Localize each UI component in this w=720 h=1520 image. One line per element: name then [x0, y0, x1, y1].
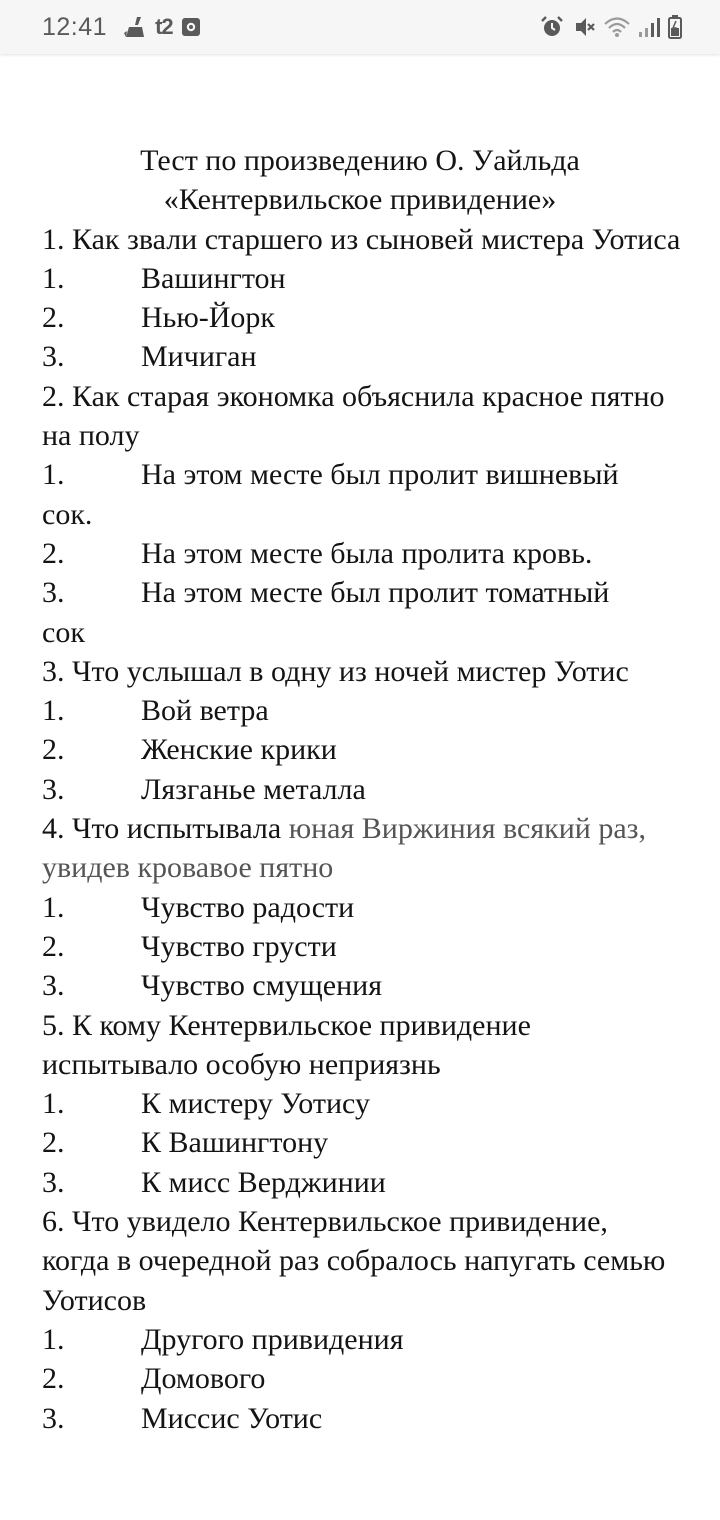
option-text: К мисс Верджинии	[141, 1165, 386, 1199]
option-text: На этом месте был пролит томатный	[141, 576, 610, 610]
option-number: 3.	[42, 576, 65, 610]
document-title	[42, 141, 678, 220]
document-content	[42, 141, 682, 1438]
option-number: 2.	[42, 301, 65, 335]
question-6: 6. Что увидело Кентервильское привидение, когда в очередной раз собралось напугать семью Уотисов	[42, 1205, 666, 1317]
option-number: 3.	[42, 772, 65, 806]
option-number: 2.	[42, 536, 65, 570]
option-text: На этом месте был пролит вишневый	[141, 458, 619, 492]
vibrate-icon	[572, 15, 596, 39]
option-text: Вашингтон	[141, 261, 286, 295]
option-5-2	[42, 1123, 682, 1162]
option-number: 1.	[42, 1322, 65, 1356]
option-number: 2.	[42, 1362, 65, 1396]
option-3-2	[42, 730, 682, 769]
option-2-3-continued: сок	[42, 615, 85, 649]
option-text: Нью-Йорк	[141, 301, 275, 335]
status-right-group	[532, 12, 682, 42]
option-number: 1.	[42, 1087, 65, 1121]
status-left-group	[42, 12, 209, 42]
question-4	[42, 809, 682, 888]
option-1-1	[42, 259, 682, 298]
clock-time: 12:41	[42, 12, 108, 41]
cleaning-icon	[123, 16, 147, 38]
option-number: 2.	[42, 929, 65, 963]
option-number: 1.	[42, 458, 65, 492]
option-text: Чувство смущения	[141, 969, 382, 1003]
option-5-1	[42, 1084, 682, 1123]
option-text: Лязганье металла	[141, 772, 366, 806]
option-1-3	[42, 337, 682, 376]
option-2-3	[42, 573, 682, 612]
option-text: Чувство грусти	[141, 929, 337, 963]
option-number: 1.	[42, 694, 65, 728]
question-4-part-1: 4. Что испытывала	[42, 812, 289, 846]
option-3-1	[42, 691, 682, 730]
option-4-2	[42, 927, 682, 966]
option-number: 1.	[42, 261, 65, 295]
option-text: Миссис Уотис	[141, 1401, 323, 1435]
option-text: К мистеру Уотису	[141, 1087, 370, 1121]
option-number: 1.	[42, 890, 65, 924]
option-text: Домового	[141, 1362, 266, 1396]
option-number: 2.	[42, 1126, 65, 1160]
option-text: Чувство радости	[141, 890, 355, 924]
option-number: 3.	[42, 1165, 65, 1199]
option-2-2	[42, 534, 682, 573]
option-number: 3.	[42, 340, 65, 374]
option-4-3	[42, 966, 682, 1005]
option-6-3	[42, 1399, 682, 1438]
wifi-icon	[604, 16, 630, 38]
option-number: 3.	[42, 1401, 65, 1435]
option-6-2	[42, 1359, 682, 1398]
option-text: На этом месте была пролита кровь.	[141, 536, 593, 570]
option-3-3	[42, 770, 682, 809]
signal-icon	[638, 16, 660, 38]
battery-icon	[668, 15, 682, 39]
option-4-1	[42, 888, 682, 927]
question-1: 1. Как звали старшего из сыновей мистера Уотиса	[42, 222, 681, 256]
question-4-part-2: юная Виржиния всякий раз, увидев кровавое пятно	[42, 812, 646, 885]
option-2-1-continued: сок.	[42, 497, 93, 531]
alarm-icon	[540, 15, 564, 39]
title-line-2: «Кентервильское привидение»	[163, 183, 557, 217]
option-number: 3.	[42, 969, 65, 1003]
option-number: 2.	[42, 733, 65, 767]
question-3: 3. Что услышал в одну из ночей мистер Уотис	[42, 654, 629, 688]
carrier-logo: t2	[155, 14, 173, 39]
option-text: К Вашингтону	[141, 1126, 329, 1160]
question-5: 5. К кому Кентервильское привидение испытывало особую неприязнь	[42, 1008, 531, 1081]
option-5-3	[42, 1163, 682, 1202]
option-text: Мичиган	[141, 340, 257, 374]
title-line-1: Тест по произведению О. Уайльда	[140, 144, 580, 177]
recorder-icon	[181, 17, 201, 37]
status-bar	[0, 0, 720, 54]
option-6-1	[42, 1320, 682, 1359]
question-2: 2. Как старая экономка объяснила красное пятно на полу	[42, 379, 665, 453]
option-text: Вой ветра	[141, 694, 269, 728]
option-text: Женские крики	[141, 733, 337, 767]
option-text: Другого привидения	[141, 1322, 404, 1356]
option-1-2	[42, 298, 682, 337]
option-2-1	[42, 455, 682, 494]
